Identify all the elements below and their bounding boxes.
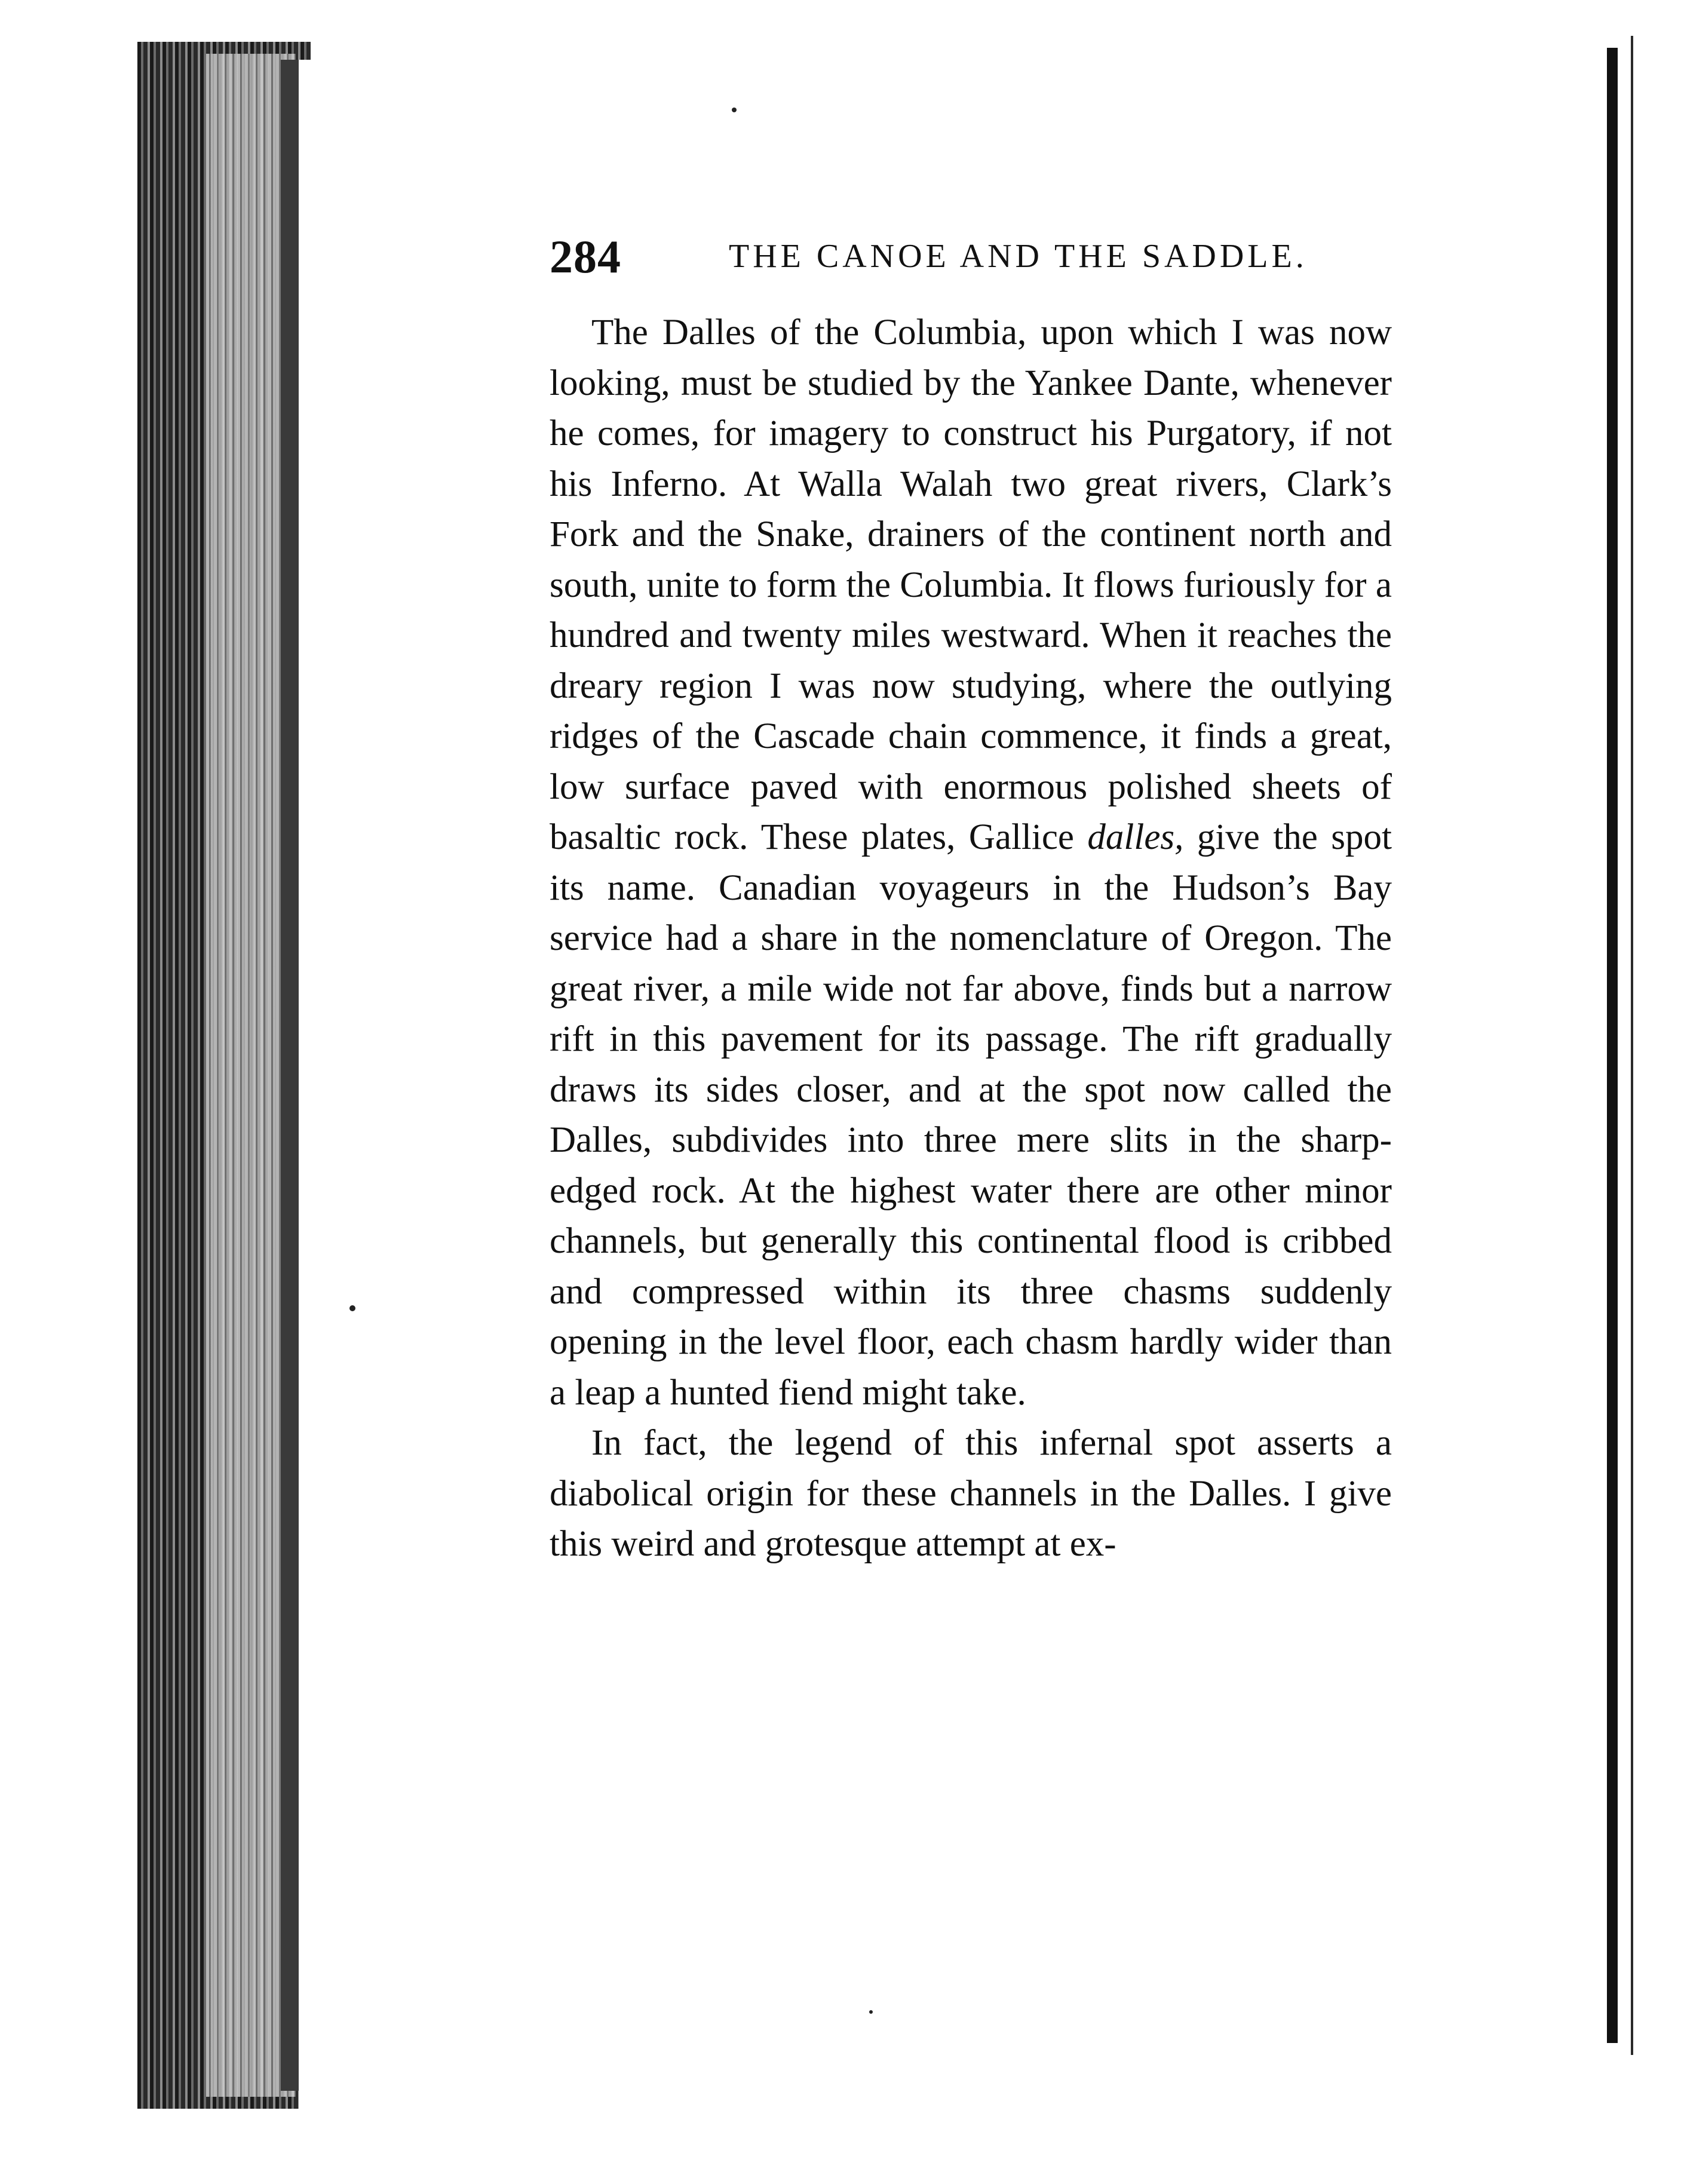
running-head: [550, 230, 1529, 302]
adjacent-page-edge: [1607, 48, 1618, 2043]
paragraph-2: In fact, the legend of this infernal spot asserts a diabolical origin for these channels in the Dalles. I give this weird and grotesque attempt at ex-: [550, 1423, 1392, 1564]
running-title: THE CANOE AND THE SADDLE.: [729, 238, 1308, 275]
adjacent-page-line: [1631, 36, 1633, 2055]
book-page: [299, 60, 1601, 2109]
paragraph-1-text-b: give the spot its name. Canadian voyageurs in the Hudson’s Bay service had a share in the nomenclature of Oregon. The great river, a mile wide not far above, finds but a narrow rift in this pavement for its passage. The rift gradually draws its sides closer, and at the spot now called the Dalles, subdivides into three mere slits in the sharp-edged rock. At the highest water there are other minor channels, but generally this continental flood is cribbed and compressed within its three chasms suddenly opening in the level floor, each chasm hardly wider than a leap a hunted fiend might take.: [550, 817, 1392, 1413]
paragraph-1: [550, 308, 1392, 1418]
scan-speck: [349, 1305, 355, 1311]
page-number: 284: [550, 231, 621, 283]
paragraph-1-italic-word: dalles,: [1087, 817, 1184, 857]
scan-speck: [732, 108, 737, 112]
gutter-shadow: [281, 60, 299, 2091]
book-page-edges: [0, 0, 311, 2184]
body-text: [550, 308, 1392, 1570]
scan-speck: [869, 2010, 873, 2014]
paragraph-1-text-a: The Dalles of the Columbia, upon which I was now looking, must be studied by the Yankee Dante, whenever he comes, for imagery to construct his Purgatory, if not his Inferno. At Walla Walah two great rivers, Clark’s Fork and the Snake, drainers of the continent north and south, unite to form the Columbia. It flows furiously for a hundred and twenty miles westward. When it reaches the dreary region I was now studying, where the outlying ridges of the Cascade chain commence, it finds a great, low surface paved with enormous polished sheets of basaltic rock. These plates, Gallice: [550, 312, 1392, 857]
